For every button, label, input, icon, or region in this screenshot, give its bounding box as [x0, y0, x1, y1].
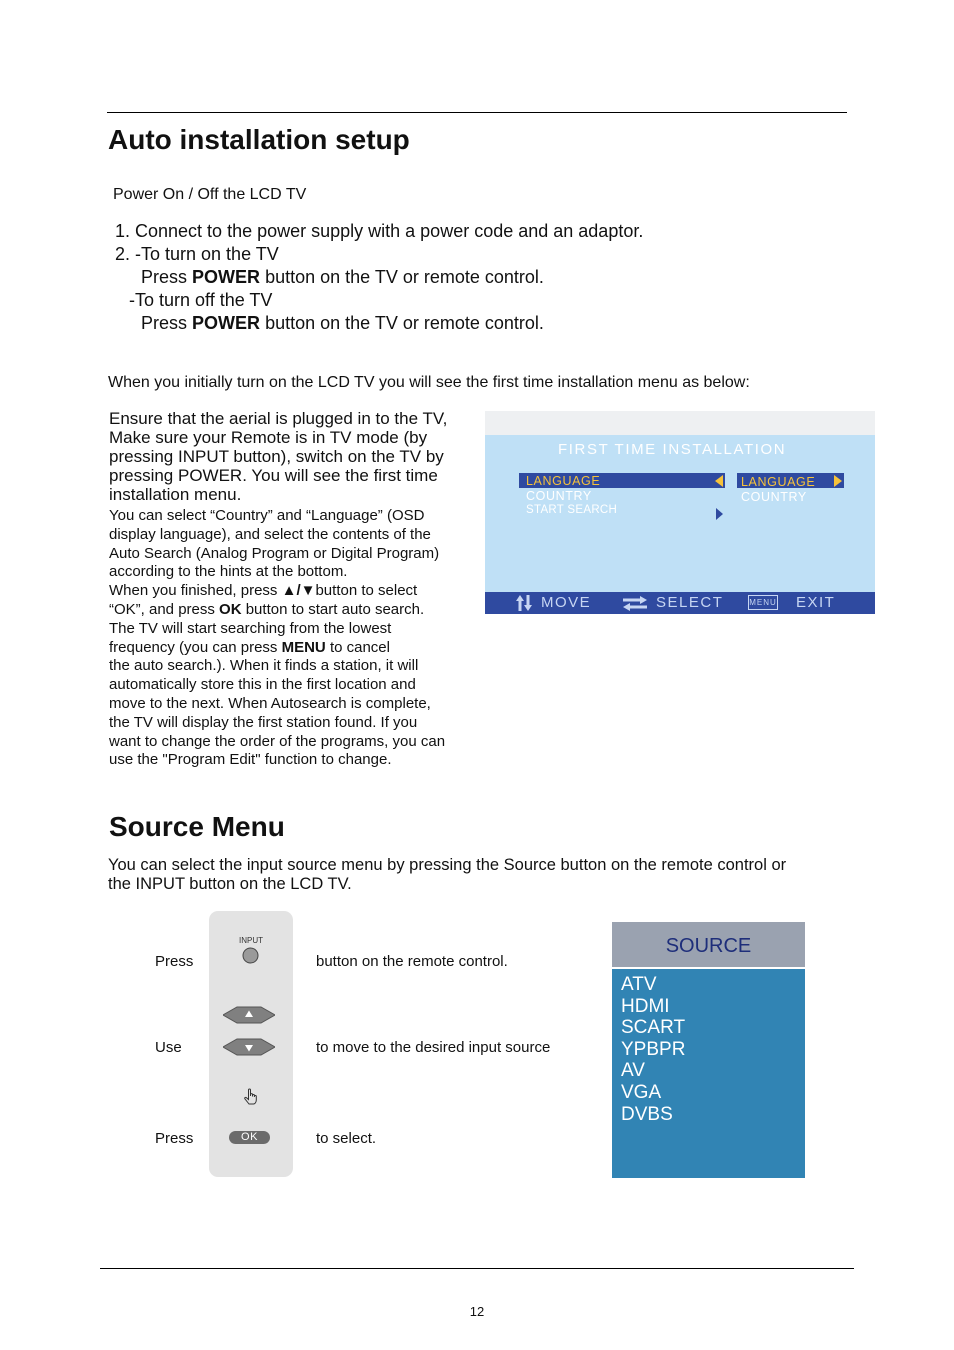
source-menu-list [612, 969, 805, 1178]
osd-right-country: COUNTRY [741, 490, 807, 504]
aerial-paragraph [109, 409, 447, 504]
page-number: 12 [469, 1304, 485, 1319]
source-item-atv[interactable]: ATV [621, 974, 657, 995]
source-item-hdmi[interactable]: HDMI [621, 995, 670, 1017]
installation-intro: When you initially turn on the LCD TV you will see the first time installation menu as below: [108, 374, 750, 391]
select-arrows-icon [623, 596, 647, 611]
osd-select-label: SELECT [656, 594, 724, 611]
aerial-line-1: Ensure that the aerial is plugged in to the TV, [109, 409, 448, 428]
menu-word: MENU [281, 638, 326, 656]
row1-left-label: Press [155, 953, 194, 970]
search-line-3: Auto Search (Analog Program or Digital Program) [109, 544, 440, 562]
osd-item-language[interactable]: LANGUAGE [526, 474, 601, 488]
turn-off-heading: -To turn off the TV [129, 290, 273, 310]
source-intro-line-2: the INPUT button on the LCD TV. [108, 875, 352, 893]
search-instructions [109, 507, 469, 770]
row2-left-label: Use [155, 1039, 182, 1056]
osd-title: FIRST TIME INSTALLATION [558, 441, 787, 458]
turn-off-instruction [141, 313, 544, 334]
top-rule [107, 112, 847, 113]
cancel-post: to cancel [329, 638, 390, 656]
ok-post: button to start auto search. [245, 600, 425, 618]
ok-word: OK [219, 600, 242, 618]
hand-pointer-icon [241, 1087, 261, 1107]
finish-pre: When you finished, press [109, 582, 278, 600]
search-line-6: automatically store this in the first location and [109, 676, 416, 694]
step-2: 2. -To turn on the TV [115, 244, 279, 264]
input-button[interactable] [242, 947, 259, 964]
row2-right-label: to move to the desired input source [316, 1039, 551, 1056]
lowest-line: The TV will start searching from the lowest [109, 619, 392, 637]
first-time-installation-screen [485, 411, 875, 614]
finish-post: button to select [315, 582, 418, 600]
play-arrow-icon [716, 508, 723, 520]
ok-pre: “OK”, and press [109, 600, 215, 618]
osd-item-start-search[interactable]: START SEARCH [526, 504, 618, 516]
source-item-dvbs[interactable]: DVBS [621, 1103, 673, 1125]
bottom-rule [100, 1268, 854, 1269]
source-item-scart[interactable]: SCART [621, 1017, 686, 1039]
search-line-10: use the "Program Edit" function to change. [109, 751, 392, 769]
osd-item-country[interactable]: COUNTRY [526, 489, 592, 503]
press-rest: button on the TV or remote control. [265, 313, 544, 333]
search-line-8: the TV will display the first station found. If you [109, 713, 418, 731]
arrow-right-icon[interactable] [834, 475, 842, 487]
osd-right-language: LANGUAGE [741, 475, 816, 489]
search-line-1: You can select “Country” and “Language” (OSD [109, 507, 425, 524]
aerial-line-3: pressing INPUT button), switch on the TV by [109, 447, 444, 466]
ok-line [109, 601, 469, 620]
search-line-2: display language), and select the contents of the [109, 525, 431, 543]
source-item-ypbpr[interactable]: YPBPR [621, 1038, 686, 1060]
remote-control-illustration [209, 911, 293, 1177]
search-line-7: move to the next. When Autosearch is complete, [109, 694, 431, 712]
press-word: Press [141, 313, 188, 333]
source-item-av[interactable]: AV [621, 1060, 645, 1082]
turn-on-instruction [141, 267, 544, 288]
aerial-line-2: Make sure your Remote is in TV mode (by [109, 428, 428, 447]
cancel-line [109, 639, 469, 658]
power-word: POWER [192, 267, 261, 287]
menu-key-icon: MENU [748, 595, 778, 610]
cancel-pre: frequency (you can press [109, 638, 278, 656]
press-rest: button on the TV or remote control. [265, 267, 544, 287]
move-arrows-icon [515, 595, 533, 611]
source-intro-line-1: You can select the input source menu by pressing the Source button on the remote control or [108, 856, 787, 874]
up-arrow-button[interactable] [223, 1006, 275, 1024]
section-title-auto-installation: Auto installation setup [108, 124, 410, 155]
power-word: POWER [192, 313, 261, 333]
osd-exit-label: EXIT [796, 594, 836, 611]
input-label: INPUT [239, 936, 263, 945]
power-heading: Power On / Off the LCD TV [113, 186, 307, 203]
row1-right-label: button on the remote control. [316, 953, 508, 970]
source-menu-header: SOURCE [612, 922, 805, 967]
arrow-left-icon[interactable] [715, 475, 723, 487]
aerial-line-5: installation menu. [109, 485, 242, 504]
osd-move-label: MOVE [541, 594, 592, 611]
step-1: 1. Connect to the power supply with a power code and an adaptor. [115, 221, 644, 241]
ok-button[interactable]: OK [229, 1131, 270, 1144]
row3-right-label: to select. [316, 1130, 377, 1147]
finish-arrows: ▲/▼ [281, 582, 316, 600]
press-word: Press [141, 267, 188, 287]
down-arrow-button[interactable] [223, 1038, 275, 1056]
row3-left-label: Press [155, 1130, 194, 1147]
search-line-5: the auto search.). When it finds a station, it will [109, 657, 419, 675]
search-line-4: according to the hints at the bottom. [109, 563, 348, 581]
aerial-line-4: pressing POWER. You will see the first time [109, 466, 438, 485]
search-line-9: want to change the order of the programs, you can [109, 732, 446, 750]
finish-line [109, 582, 469, 601]
section-title-source-menu: Source Menu [109, 811, 285, 842]
source-item-vga[interactable]: VGA [621, 1081, 662, 1103]
osd-top-strip [485, 411, 875, 435]
osd-bottom-bar [485, 592, 875, 614]
